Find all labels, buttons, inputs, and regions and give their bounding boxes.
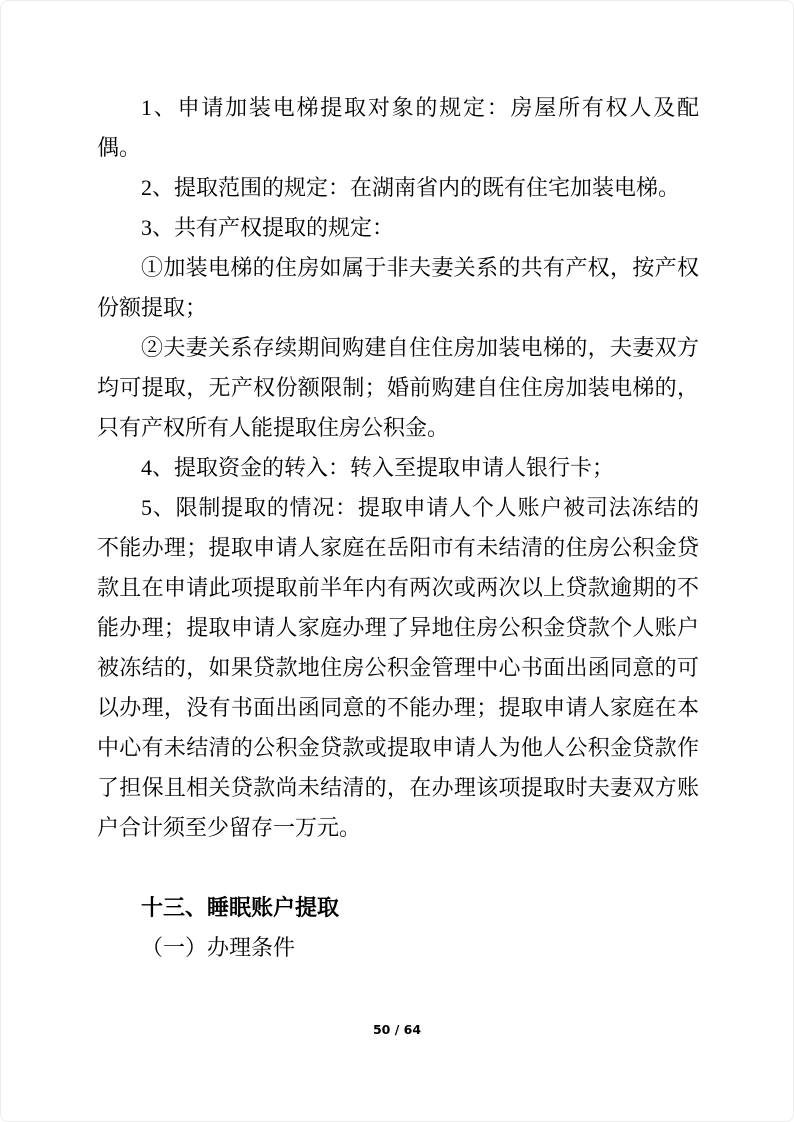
body-paragraph: 1、申请加装电梯提取对象的规定：房屋所有权人及配偶。 [97, 95, 699, 160]
body-paragraph: 2、提取范围的规定：在湖南省内的既有住宅加装电梯。 [141, 175, 681, 200]
document-body [97, 88, 699, 968]
body-paragraph: 3、共有产权提取的规定： [141, 215, 395, 240]
section-heading: 十三、睡眠账户提取 [141, 895, 340, 920]
page-number: 50 / 64 [372, 1022, 422, 1037]
page-footer [1, 1021, 793, 1039]
body-paragraph: 5、限制提取的情况：提取申请人个人账户被司法冻结的不能办理；提取申请人家庭在岳阳市有未结清的住房公积金贷款且在申请此项提取前半年内有两次或两次以上贷款逾期的不能办理；提取申请人家庭办理了异地住房公积金贷款个人账户被冻结的，如果贷款地住房公积金管理中心书面出函同意的可以办理，没有书面出函同意的不能办理；提取申请人家庭在本中心有未结清的公积金贷款或提取申请人为他人公积金贷款作了担保且相关贷款尚未结清的，在办理该项提取时夫妻双方账户合计须至少留存一万元。 [97, 495, 699, 840]
body-paragraph: ①加装电梯的住房如属于非夫妻关系的共有产权，按产权份额提取； [97, 255, 699, 320]
subsection-heading: （一）办理条件 [141, 935, 296, 960]
body-paragraph: 4、提取资金的转入：转入至提取申请人银行卡； [141, 455, 615, 480]
body-paragraph: ②夫妻关系存续期间购建自住住房加装电梯的，夫妻双方均可提取，无产权份额限制；婚前购建自住住房加装电梯的，只有产权所有人能提取住房公积金。 [97, 335, 699, 440]
